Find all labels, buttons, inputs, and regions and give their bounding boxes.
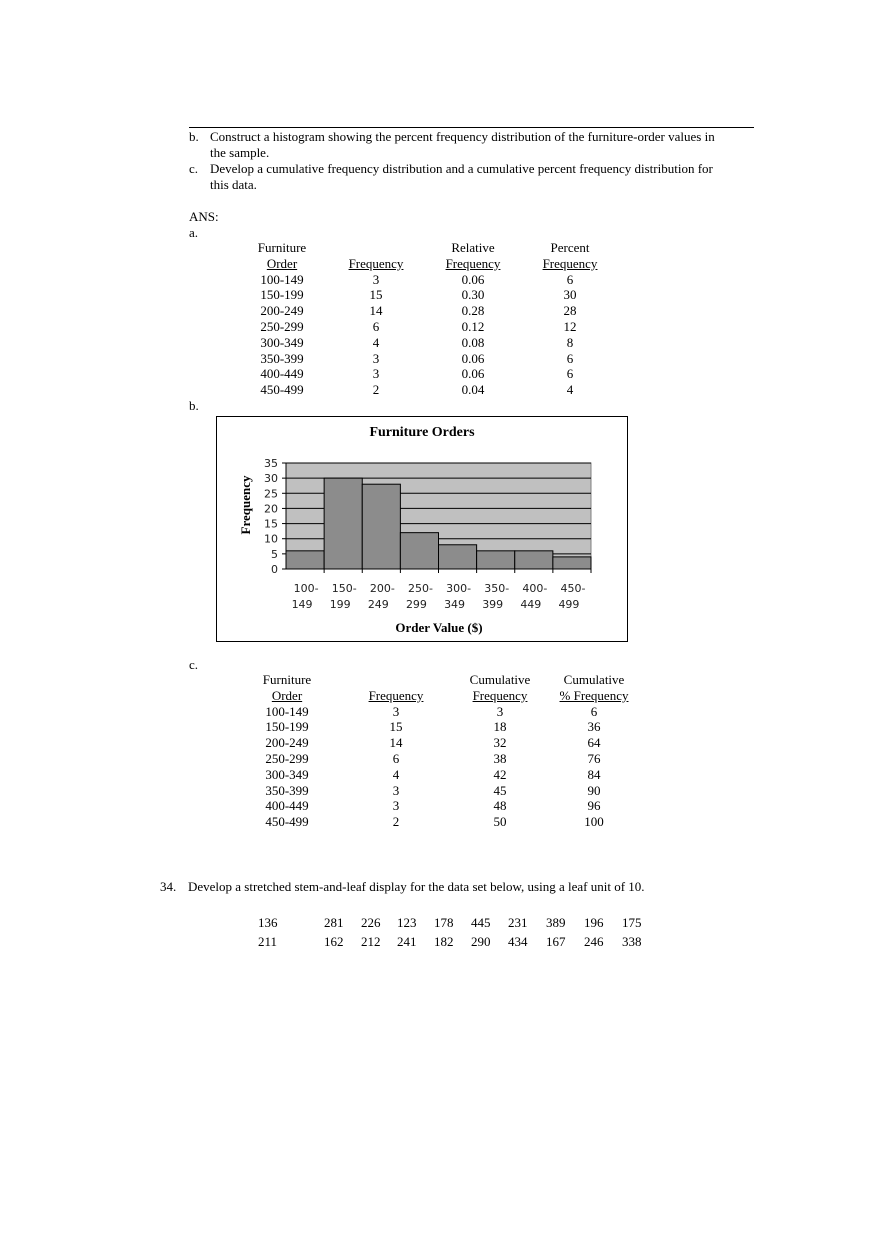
table-cell: 14 [369,303,383,319]
table-cell: 6 [566,366,574,382]
x-tick-label: 150- [331,582,357,595]
item-text [210,161,754,193]
table-cell: 250-299 [265,750,309,766]
part-b-label: b. [189,398,199,413]
column-header [456,688,544,704]
table-cell: 30 [563,287,577,303]
table-cell: 38 [493,750,507,766]
table-cell: 0.06 [461,271,485,287]
y-tick-label: 0 [271,563,278,576]
histogram-bar [400,533,438,569]
table-row [238,287,620,303]
column-header-top: Relative [451,240,495,255]
histogram-bar [324,478,362,569]
y-tick-label: 5 [271,547,278,561]
table-cell: 0.30 [461,287,485,303]
table-cell: 0.28 [461,303,485,319]
data-value: 445 [471,915,491,930]
table-cell: 400-449 [265,798,309,814]
top-rule [189,127,754,128]
table-cell: 0.06 [461,366,485,382]
table-cell: 300-349 [265,766,309,782]
table-cell: 15 [389,719,403,735]
item-text-line: Construct a histogram showing the percent frequency distribution of the furniture-order values in [210,129,715,144]
data-value: 212 [361,934,381,949]
histogram-chart [216,416,628,642]
cumulative-table-c [238,672,644,830]
item-text-line: the sample. [210,145,270,160]
header-row-top [238,240,620,256]
table-row [238,319,620,335]
x-tick-label: 250- [407,582,433,595]
header-row-bottom [238,688,644,704]
table-cell: 150-199 [260,287,304,303]
table-cell: 350-399 [260,350,304,366]
table-cell: 42 [493,766,507,782]
table-cell: 3 [392,782,400,798]
table-cell: 12 [563,318,577,334]
x-tick-label: 299 [405,598,427,611]
table-cell: 48 [493,798,507,814]
y-tick-label: 20 [264,502,278,516]
data-value: 196 [584,915,604,930]
item-label: c. [189,161,199,176]
table-cell: 90 [587,782,601,798]
x-tick-label: 100- [293,582,319,595]
x-axis-title: Order Value ($) [395,620,483,635]
table-cell: 350-399 [265,782,309,798]
data-value: 338 [622,934,642,949]
x-tick-label: 300- [446,582,472,595]
x-tick-label: 450- [560,582,586,595]
table-cell: 6 [566,271,574,287]
table-cell: 2 [392,814,400,830]
x-tick-label: 249 [367,598,389,611]
x-tick-label: 349 [444,598,466,611]
y-tick-label: 15 [264,517,278,531]
column-header-top: Cumulative [469,672,531,687]
data-value: 281 [324,915,344,930]
table-cell: 36 [587,719,601,735]
table-cell: 3 [392,703,400,719]
data-value: 136 [258,915,278,930]
table-cell: 100 [584,814,604,830]
table-cell: 250-299 [260,318,304,334]
item-text-line: this data. [210,177,257,192]
histogram-bar [362,484,400,569]
table-cell: 3 [392,798,400,814]
column-header-top: Furniture [262,672,312,687]
column-header [326,256,426,272]
table-body [238,672,644,830]
data-value: 246 [584,934,604,949]
table-row [238,814,644,830]
table-cell: 8 [566,334,574,350]
data-value: 167 [546,934,566,949]
histogram-bar [515,551,553,569]
data-value: 434 [508,934,528,949]
table-cell: 6 [392,750,400,766]
column-header-text: % Frequency [559,687,629,703]
table-cell: 200-249 [260,303,304,319]
x-tick-label: 399 [482,598,504,611]
table-cell: 200-249 [265,735,309,751]
table-row [238,751,644,767]
table-cell: 32 [493,735,507,751]
data-value: 389 [546,915,566,930]
x-tick-label: 400- [522,582,548,595]
table-cell: 50 [493,814,507,830]
x-tick-label: 200- [369,582,395,595]
table-row [238,798,644,814]
table-cell: 3 [372,271,380,287]
data-value: 162 [324,934,344,949]
table-cell: 400-449 [260,366,304,382]
table-cell: 100-149 [265,703,309,719]
x-tick-label: 149 [291,598,313,611]
data-value: 123 [397,915,417,930]
table-cell: 6 [590,703,598,719]
data-value: 182 [434,934,454,949]
column-header-text: Frequency [542,255,598,271]
table-row [238,366,620,382]
table-cell: 6 [372,318,380,334]
item-text-line: Develop a cumulative frequency distribution and a cumulative percent frequency distribution for [210,161,713,176]
data-value: 241 [397,934,417,949]
table-cell: 84 [587,766,601,782]
column-header-top: Percent [550,240,590,255]
column-header [520,256,620,272]
data-row [258,933,658,951]
histogram-bar [477,551,515,569]
table-cell: 0.12 [461,318,485,334]
column-header-text: Frequency [348,255,404,271]
histogram-bar [553,557,591,569]
data-value: 290 [471,934,491,949]
table-cell: 15 [369,287,383,303]
table-cell: 150-199 [265,719,309,735]
histogram-svg [217,417,627,641]
column-header-text: Frequency [472,687,528,703]
table-row [238,783,644,799]
question-text: Develop a stretched stem-and-leaf display for the data set below, using a leaf unit of 10. [188,879,645,894]
y-tick-label: 35 [264,457,278,470]
question-number: 34. [160,879,177,894]
table-cell: 300-349 [260,334,304,350]
column-header-text: Frequency [368,687,424,703]
table-row [238,735,644,751]
column-header-text: Order [266,255,298,271]
table-row [238,767,644,783]
column-header [544,688,644,704]
question-item-b [189,129,754,163]
table-cell: 2 [372,382,380,398]
chart-title: Furniture Orders [369,425,475,440]
table-cell: 3 [496,703,504,719]
table-cell: 4 [372,334,380,350]
x-tick-label: 350- [484,582,510,595]
table-row [238,335,620,351]
column-header [336,688,456,704]
item-label: b. [189,129,199,144]
table-cell: 0.04 [461,382,485,398]
data-value: 231 [508,915,528,930]
column-header-text: Frequency [445,255,501,271]
histogram-bar [286,551,324,569]
x-tick-label: 199 [329,598,351,611]
table-row [238,351,620,367]
table-cell: 450-499 [260,382,304,398]
table-row [238,382,620,398]
table-cell: 64 [587,735,601,751]
column-header-top: Cumulative [563,672,625,687]
column-header-top [326,240,426,256]
ans-label: ANS: [189,209,219,224]
y-tick-label: 25 [264,487,278,501]
table-cell: 18 [493,719,507,735]
table-row [238,303,620,319]
histogram-bar [439,545,477,569]
table-cell: 14 [389,735,403,751]
column-header-top [336,672,456,688]
header-row-top [238,672,644,688]
table-body [238,240,620,398]
x-tick-label: 449 [520,598,542,611]
column-header [426,256,520,272]
data-value: 226 [361,915,381,930]
y-tick-label: 10 [264,532,278,546]
table-cell: 4 [566,382,574,398]
table-cell: 450-499 [265,814,309,830]
header-row-bottom [238,256,620,272]
table-cell: 4 [392,766,400,782]
y-axis-title: Frequency [238,475,253,535]
table-cell: 45 [493,782,507,798]
column-header [238,256,326,272]
part-a-label: a. [189,225,199,240]
frequency-table-a [238,240,620,398]
data-value: 211 [258,934,278,949]
table-cell: 0.08 [461,334,485,350]
table-cell: 6 [566,350,574,366]
table-cell: 28 [563,303,577,319]
part-c-label: c. [189,657,199,672]
table-cell: 3 [372,366,380,382]
data-value: 178 [434,915,454,930]
table-row [238,704,644,720]
table-cell: 0.06 [461,350,485,366]
data-row [258,914,658,932]
x-tick-label: 499 [558,598,580,611]
table-row [238,272,620,288]
table-row [238,719,644,735]
column-header [238,688,336,704]
stem-leaf-data [258,914,658,954]
column-header-top: Furniture [257,240,307,255]
y-tick-label: 30 [264,472,278,486]
table-cell: 96 [587,798,601,814]
column-header-text: Order [271,687,303,703]
table-cell: 76 [587,750,601,766]
table-cell: 3 [372,350,380,366]
item-text [210,129,754,161]
data-value: 175 [622,915,642,930]
table-cell: 100-149 [260,271,304,287]
question-item-c [189,161,754,195]
